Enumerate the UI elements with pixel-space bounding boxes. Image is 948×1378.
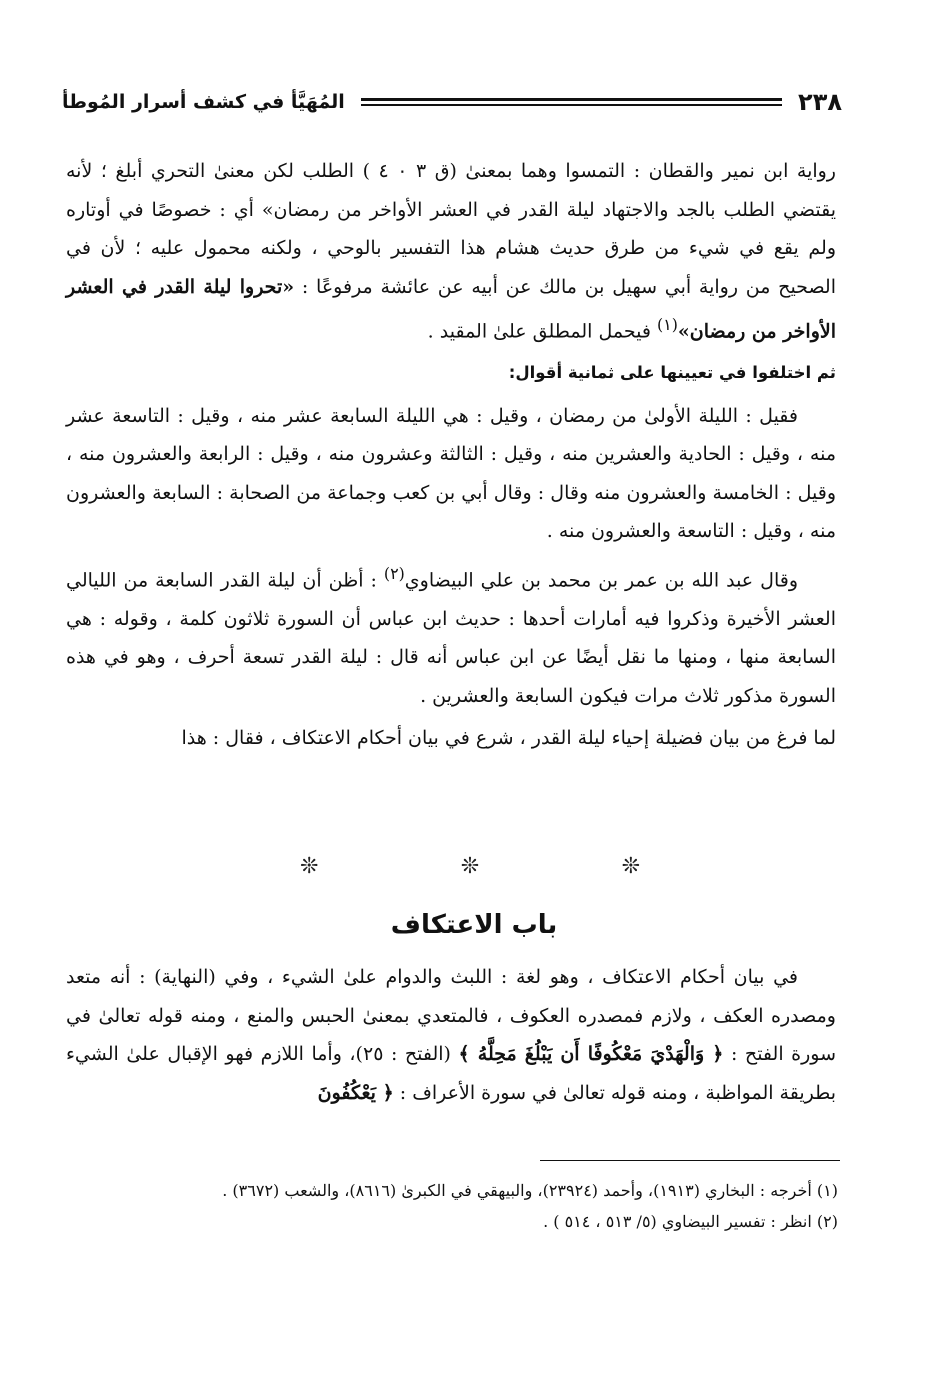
quran-verse-1: ﴿ وَالْهَدْيَ مَعْكُوفًا أَن يَبْلُغَ مَحِلَّهُ ﴾ (458, 1043, 724, 1065)
paragraph-4: لما فرغ من بيان فضيلة إحياء ليلة القدر ، شرع في بيان أحكام الاعتكاف ، فقال : هذا (181, 727, 836, 750)
footnotes (62, 1175, 838, 1237)
paragraph-3-head: وقال عبد الله بن عمر بن محمد بن علي البيضاوي (404, 569, 798, 592)
chapter-paragraph-1 (66, 958, 836, 1112)
paragraph-1-tail: فيحمل المطلق علىٰ المقيد . (427, 320, 651, 343)
quran-verse-1-ref: (الفتح : ٢٥)، وأما اللازم فهو الإقبال علىٰ الشيء بطريقة المواظبة ، ومنه قوله تعالىٰ في سورة الأعراف : (66, 1043, 836, 1104)
footnote-ref-2: (٢) (383, 563, 405, 583)
hadith-quote: «تحروا ليلة القدر في العشر الأواخر من رمضان» (66, 275, 836, 343)
paragraph-3 (66, 555, 836, 715)
main-text (66, 152, 836, 762)
footnote-ref-1: (١) (656, 315, 678, 334)
paragraph-2: فقيل : الليلة الأولىٰ من رمضان ، وقيل : هي الليلة السابعة عشر منه ، وقيل : التاسعة عشر منه ، وقيل : الحادية والعشرين منه ، وقيل : الثالثة وعشرون منه ، وقيل : الرابعة والعشرون منه ، وقيل : الخامسة والعشرون منه وقال : وقال أبي بن كعب وجماعة من الصحابة : السابعة والعشرون منه ، وقيل : التاسعة والعشرون منه . (66, 404, 836, 543)
header-divider (361, 98, 782, 106)
footnote-2: (٢) انظر : تفسير البيضاوي (٥/ ٥١٣ ، ٥١٤ ) . (543, 1212, 838, 1231)
footnote-1: (١) أخرجه : البخاري (١٩١٣)، وأحمد (٢٣٩٢٤)، والبيهقي في الكبرىٰ (٨٦١٦)، والشعب (٣٦٧٢) . (222, 1181, 838, 1200)
chapter-paragraph-1-text: في بيان أحكام الاعتكاف ، وهو لغة : اللبث والدوام علىٰ الشيء ، وفي (النهاية) : أنه متعد ومصدره العكف ، ولازم فمصدره العكوف ، فالمتعدي بمعنىٰ الحبس والمنع ، ومنه قوله تعالىٰ في سورة الفتح : (66, 966, 837, 1065)
paragraph-1-text: رواية ابن نمير والقطان : التمسوا وهما بمعنىٰ (ق ٣ ٠ ٤ ) الطلب لكن معنىٰ التحري أبلغ ؛ لأنه يقتضي الطلب بالجد والاجتهاد ليلة القدر في العشر الأواخر من رمضان» أي : خصوصًا في أوتاره ولم يقع في شيء من طرق حديث هشام هذا التفسير بالوحي ، ولكنه محمول عليه ؛ لأن في الصحيح من رواية أبي سهيل بن مالك عن أبيه عن عائشة مرفوعًا : (66, 160, 836, 298)
separator-star-icon: ❊ (621, 854, 640, 879)
quran-verse-2: ﴿ يَعْكُفُونَ (317, 1081, 394, 1104)
footnote-divider (540, 1160, 840, 1161)
chapter-title: باب الاعتكاف (390, 910, 558, 940)
chapter-text (66, 958, 836, 1116)
separator-star-icon: ❊ (460, 854, 480, 879)
book-title: المُهَيَّأ في كشف أسرار المُوطأ (62, 91, 345, 113)
page-header (62, 82, 842, 122)
page-number: ٢٣٨ (798, 88, 842, 116)
paragraph-1 (66, 152, 836, 351)
paragraph-3-tail: : أظن أن ليلة القدر السابعة من الليالي العشر الأخيرة وذكروا فيه أمارات أحدها : حديث ابن عباس أن السورة ثلاثون كلمة ، وقوله : هي السابعة منها ، ومنها ما نقل أيضًا عن ابن عباس أنه قال : ليلة القدر تسعة أحرف ، وهو في هذه السورة مذكور ثلاث مرات فيكون السابعة والعشرين . (66, 569, 836, 707)
separator-star-icon: ❊ (300, 854, 319, 879)
section-heading: ثم اختلفوا في تعيينها على ثمانية أقوال: (508, 362, 836, 382)
section-separator (300, 852, 640, 882)
